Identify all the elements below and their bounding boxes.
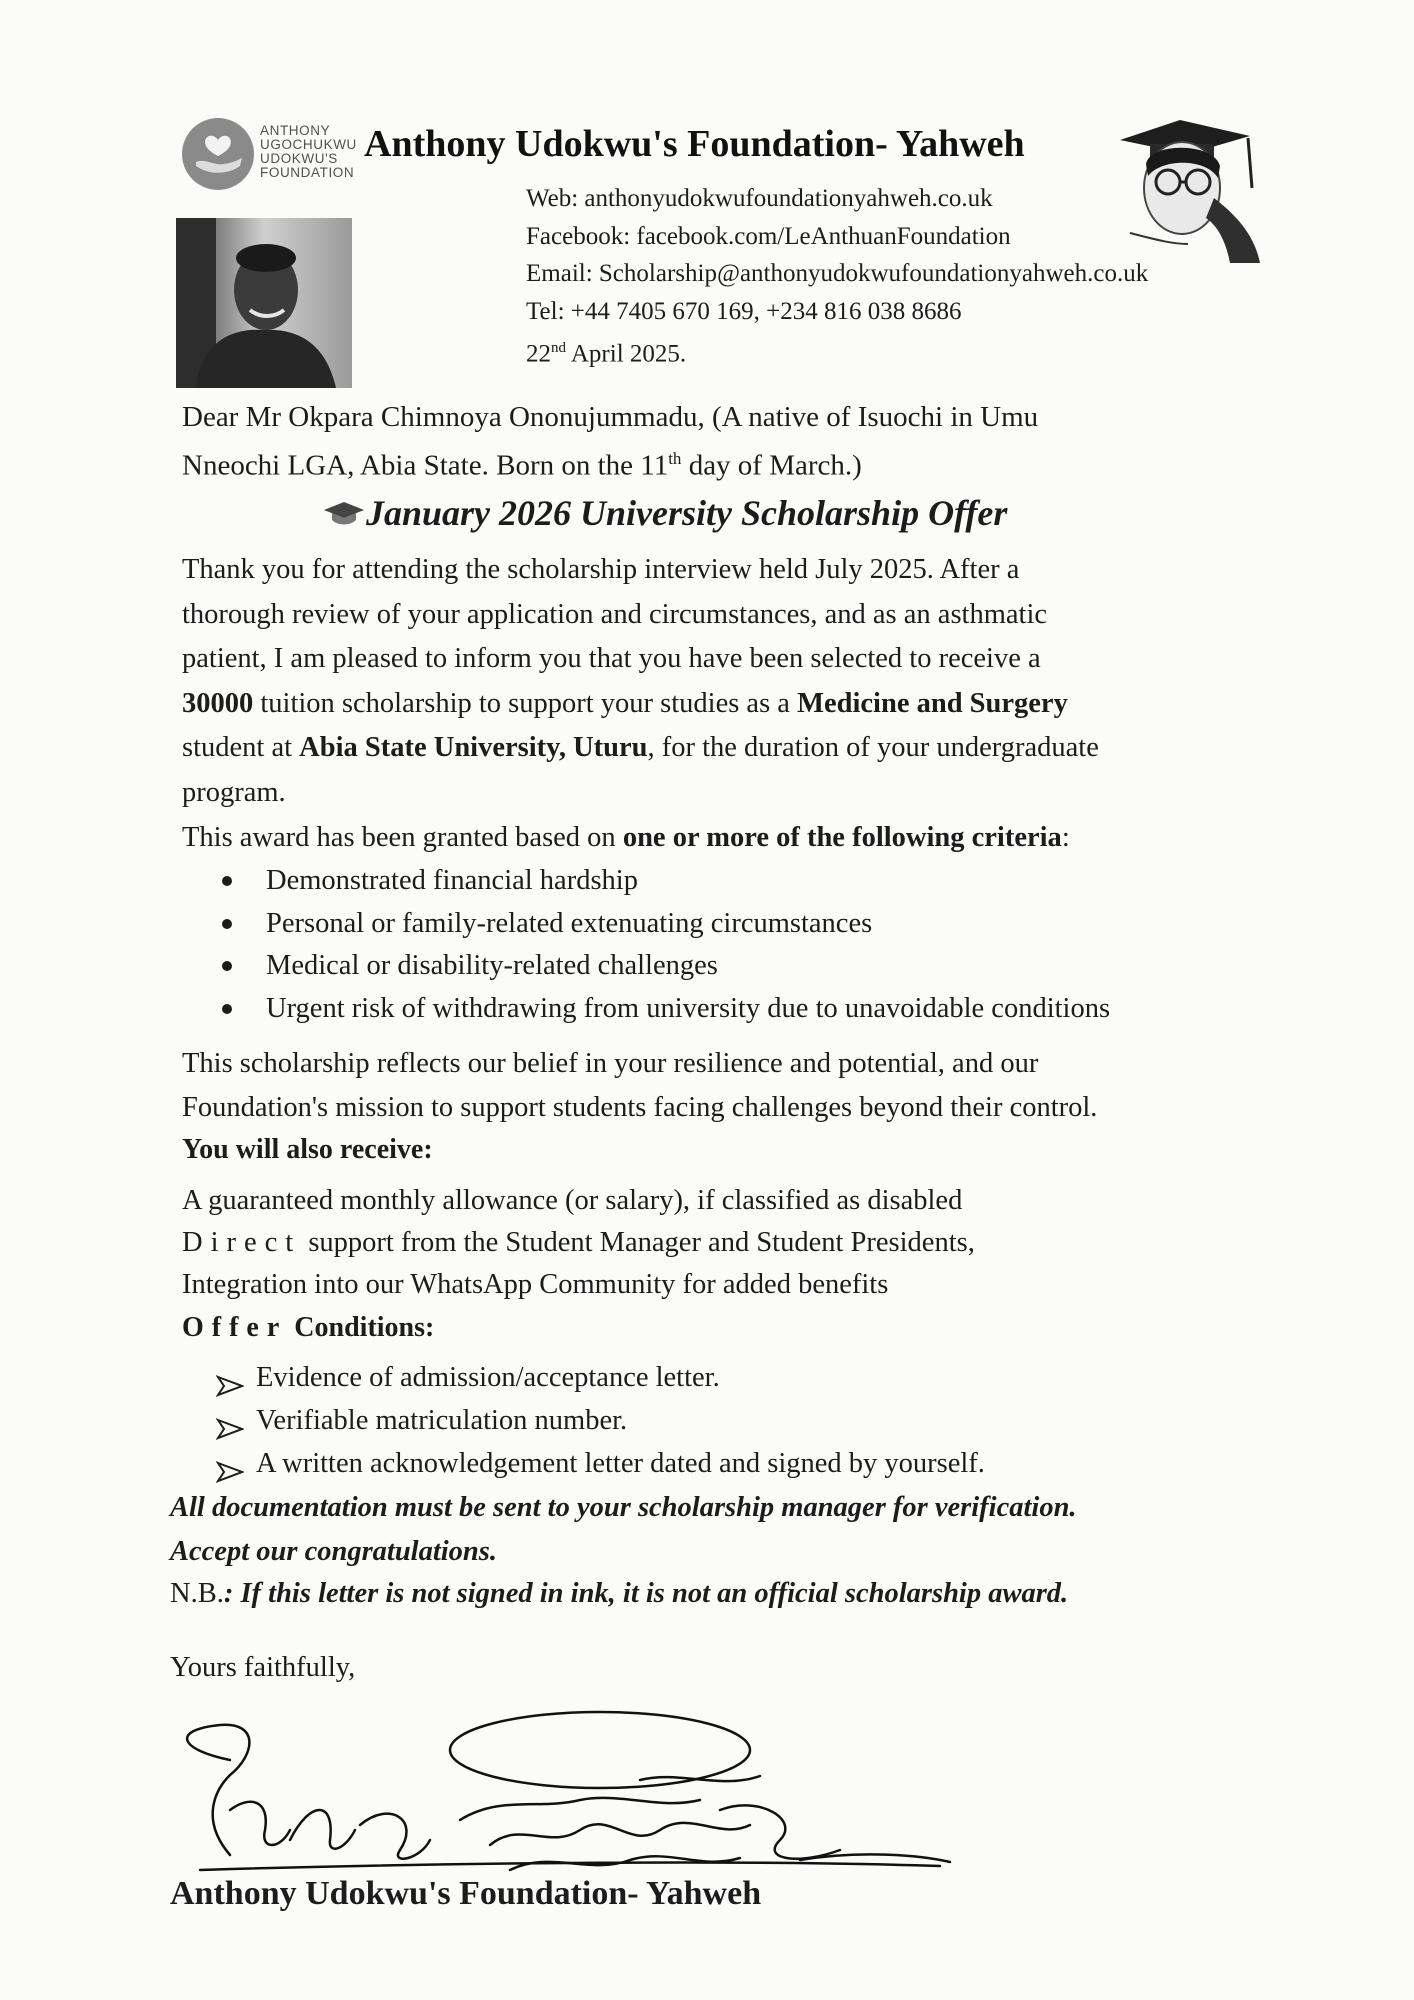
criteria-intro-text: This award has been granted based on — [182, 822, 623, 853]
list-item-text: Urgent risk of withdrawing from university due to unavoidable conditions — [266, 992, 1111, 1024]
paragraph-line: Thank you for attending the scholarship interview held July 2025. After a — [182, 554, 1020, 585]
list-item — [222, 903, 1110, 946]
conditions-heading-spaced: Offer — [182, 1312, 288, 1343]
handwritten-signature — [160, 1700, 1160, 1900]
closing: Yours faithfully, — [170, 1652, 356, 1683]
criteria-intro — [182, 822, 1070, 854]
paragraph-line: patient, I am pleased to inform you that you have been selected to receive a — [182, 643, 1041, 675]
founder-photo — [176, 218, 352, 388]
list-item — [222, 860, 1110, 903]
criteria-list — [222, 860, 1110, 1030]
logo-wordmark — [260, 124, 357, 180]
paragraph-line — [182, 682, 1272, 727]
nb-note — [170, 1578, 1068, 1610]
benefit-line: Integration into our WhatsApp Community for added benefits — [182, 1269, 889, 1300]
university-name: Abia State University, Uturu — [299, 732, 648, 764]
paragraph-text: , for the duration of your undergraduate — [647, 732, 1099, 764]
documentation-note — [170, 1486, 1077, 1574]
course-name: Medicine and Surgery — [797, 687, 1068, 719]
benefits-heading: You will also receive: — [182, 1134, 433, 1165]
paragraph-text: tuition scholarship to support your studies as a — [253, 687, 798, 719]
scholarship-amount: 30000 — [182, 687, 254, 719]
intro-paragraph — [182, 548, 1272, 816]
phone-line: Tel: +44 7405 670 169, +234 816 038 8686 — [526, 297, 962, 325]
paragraph-line: Foundation's mission to support students facing challenges beyond their control. — [182, 1092, 1098, 1123]
benefit-text: support from the Student Manager and Student Presidents, — [301, 1227, 975, 1258]
conditions-heading — [182, 1312, 434, 1344]
list-item — [222, 945, 1110, 988]
benefit-line: A guaranteed monthly allowance (or salary), if classified as disabled — [182, 1185, 963, 1216]
signatory-name: Anthony Udokwu's Foundation- Yahweh — [170, 1875, 762, 1912]
conditions-heading-text: Conditions: — [287, 1312, 435, 1343]
paragraph-line: thorough review of your application and circumstances, and as an asthmatic — [182, 598, 1048, 630]
bullet-icon — [222, 876, 232, 886]
documentation-text: All documentation must be sent to your scholarship manager for verification. — [170, 1492, 1077, 1523]
paragraph-line: program. — [182, 776, 286, 808]
list-item — [222, 988, 1110, 1031]
heart-hand-icon — [182, 118, 254, 190]
contact-block — [526, 180, 1148, 373]
date-rest: April 2025. — [566, 340, 687, 368]
nb-label: N.B. — [170, 1578, 224, 1609]
arrow-bullet-icon — [216, 1367, 244, 1389]
bullet-icon — [222, 919, 232, 929]
arrow-bullet-icon — [216, 1410, 244, 1432]
arrow-bullet-icon — [216, 1453, 244, 1475]
list-item — [216, 1399, 985, 1442]
benefit-spaced-word: Direct — [182, 1227, 302, 1258]
letter-date — [526, 330, 1148, 373]
logo-line: ANTHONY — [260, 123, 331, 138]
email-line: Email: Scholarship@anthonyudokwufoundationyahweh.co.uk — [526, 260, 1149, 287]
foundation-logo — [182, 118, 362, 200]
graduation-cap-icon — [322, 495, 366, 523]
list-item-text: A written acknowledgement letter dated and signed by yourself. — [256, 1448, 985, 1479]
salutation-line — [182, 438, 1262, 487]
logo-line: UDOKWU'S — [260, 151, 338, 166]
bullet-icon — [222, 961, 232, 971]
salutation — [182, 396, 1262, 487]
paragraph-line: This scholarship reflects our belief in your resilience and potential, and our — [182, 1048, 1039, 1079]
mission-paragraph — [182, 1042, 1097, 1130]
ordinal-suffix: th — [668, 449, 682, 468]
website-line: Web: anthonyudokwufoundationyahweh.co.uk — [526, 185, 993, 212]
salutation-text: day of March.) — [681, 449, 862, 482]
list-item-text: Evidence of admission/acceptance letter. — [256, 1362, 720, 1393]
offer-title-text: January 2026 University Scholarship Offer — [366, 493, 1008, 533]
criteria-intro-bold: one or more of the following criteria — [622, 822, 1062, 853]
list-item-text: Demonstrated financial hardship — [266, 865, 638, 896]
salutation-text: Nneochi LGA, Abia State. Born on the 11 — [182, 449, 669, 482]
list-item-text: Medical or disability-related challenges — [266, 950, 718, 981]
nb-text: : If this letter is not signed in ink, it is not an official scholarship award. — [223, 1578, 1069, 1609]
list-item — [216, 1356, 985, 1399]
benefit-line — [182, 1222, 975, 1264]
paragraph-text: student at — [182, 732, 300, 764]
list-item-text: Personal or family-related extenuating circumstances — [266, 907, 873, 939]
benefits-list — [182, 1180, 975, 1306]
date-day: 22 — [526, 340, 551, 368]
list-item-text: Verifiable matriculation number. — [256, 1405, 628, 1436]
congratulations-text: Accept our congratulations. — [170, 1536, 497, 1567]
conditions-list — [216, 1356, 985, 1485]
salutation-line: Dear Mr Okpara Chimnoya Ononujummadu, (A native of Isuochi in Umu — [182, 401, 1039, 433]
date-suffix: nd — [551, 340, 566, 356]
logo-line: UGOCHUKWU — [260, 137, 357, 152]
paragraph-line — [182, 726, 1272, 771]
facebook-line: Facebook: facebook.com/LeAnthuanFoundation — [526, 222, 1011, 250]
bullet-icon — [222, 1004, 232, 1014]
logo-line: FOUNDATION — [260, 165, 355, 180]
organization-title: Anthony Udokwu's Foundation- Yahweh — [364, 123, 1025, 165]
list-item — [216, 1442, 985, 1485]
criteria-intro-colon: : — [1061, 822, 1070, 853]
offer-title — [322, 492, 1007, 534]
